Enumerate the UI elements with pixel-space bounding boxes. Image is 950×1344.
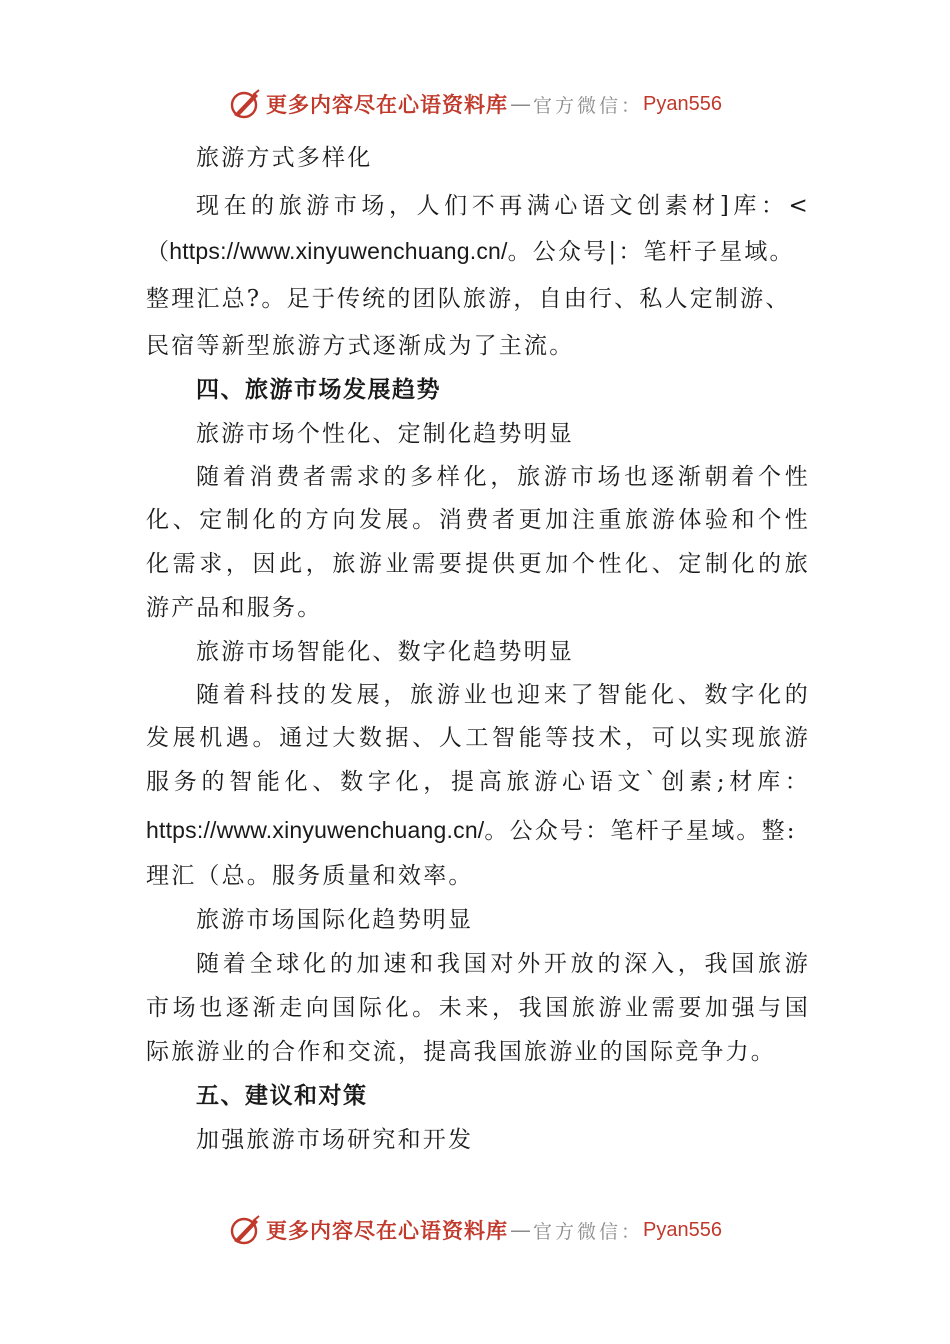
quill-pen-logo-icon: [228, 87, 262, 121]
paragraph-line: 民宿等新型旅游方式逐渐成为了主流。: [146, 333, 575, 359]
paragraph-line: 游产品和服务。: [146, 595, 323, 621]
paragraph-line: 市场也逐渐走向国际化。未来，我国旅游业需要加强与国: [146, 995, 810, 1021]
subheading-digitalization: 旅游市场智能化、数字化趋势明显: [196, 639, 574, 665]
subheading-research: 加强旅游市场研究和开发: [196, 1127, 474, 1153]
paragraph-line: 随着科技的发展，旅游业也迎来了智能化、数字化的: [196, 682, 810, 708]
paragraph-line: 发展机遇。通过大数据、人工智能等技术，可以实现旅游: [146, 725, 810, 751]
paragraph-line: 现在的旅游市场，人们不再满心语文创素材]库：<: [196, 193, 810, 219]
footer-banner: [0, 1208, 950, 1252]
banner-wechat-label: 官方微信：: [533, 94, 644, 117]
section-heading-trends: 四、旅游市场发展趋势: [196, 376, 441, 403]
paragraph-line: 随着消费者需求的多样化，旅游市场也逐渐朝着个性: [196, 464, 810, 490]
paragraph-text: 。公众号：笔杆子星域。整:: [484, 818, 797, 844]
paragraph-line: 化、定制化的方向发展。消费者更加注重旅游体验和个性: [146, 507, 810, 533]
paragraph-line: [146, 231, 795, 271]
section-heading-suggestions: 五、建议和对策: [196, 1082, 368, 1109]
paragraph-line: 整理汇总?。足于传统的团队旅游，自由行、私人定制游、: [146, 286, 791, 312]
banner-dash: —: [510, 1218, 531, 1242]
paragraph-line: [146, 810, 797, 850]
url-text: https://www.xinyuwenchuang.cn/: [146, 817, 485, 843]
subheading-personalization: 旅游市场个性化、定制化趋势明显: [196, 421, 574, 447]
banner-wechat-label: 官方微信：: [533, 1220, 644, 1243]
paragraph-line: 随着全球化的加速和我国对外开放的深入，我国旅游: [196, 951, 810, 977]
banner-title: 更多内容尽在心语资料库: [266, 92, 508, 117]
banner-dash: —: [510, 92, 531, 116]
paragraph-line: 化需求，因此，旅游业需要提供更加个性化、定制化的旅: [146, 551, 810, 577]
banner-wechat-id: Pyan556: [643, 1218, 722, 1241]
banner-title: 更多内容尽在心语资料库: [266, 1218, 508, 1243]
subheading-travel-diversity: 旅游方式多样化: [196, 145, 373, 171]
quill-pen-logo-icon: [228, 1213, 262, 1247]
paragraph-line: 际旅游业的合作和交流，提高我国旅游业的国际竞争力。: [146, 1039, 776, 1065]
paragraph-line: 服务的智能化、数字化，提高旅游心语文`创素;材库：: [146, 769, 810, 795]
url-text: （https://www.xinyuwenchuang.cn/: [146, 238, 508, 264]
subheading-internationalization: 旅游市场国际化趋势明显: [196, 907, 474, 933]
paragraph-text: 。公众号|：笔杆子星域。: [507, 239, 795, 265]
header-banner: [0, 82, 950, 126]
banner-wechat-id: Pyan556: [643, 92, 722, 115]
paragraph-line: 理汇（总。服务质量和效率。: [146, 863, 474, 889]
